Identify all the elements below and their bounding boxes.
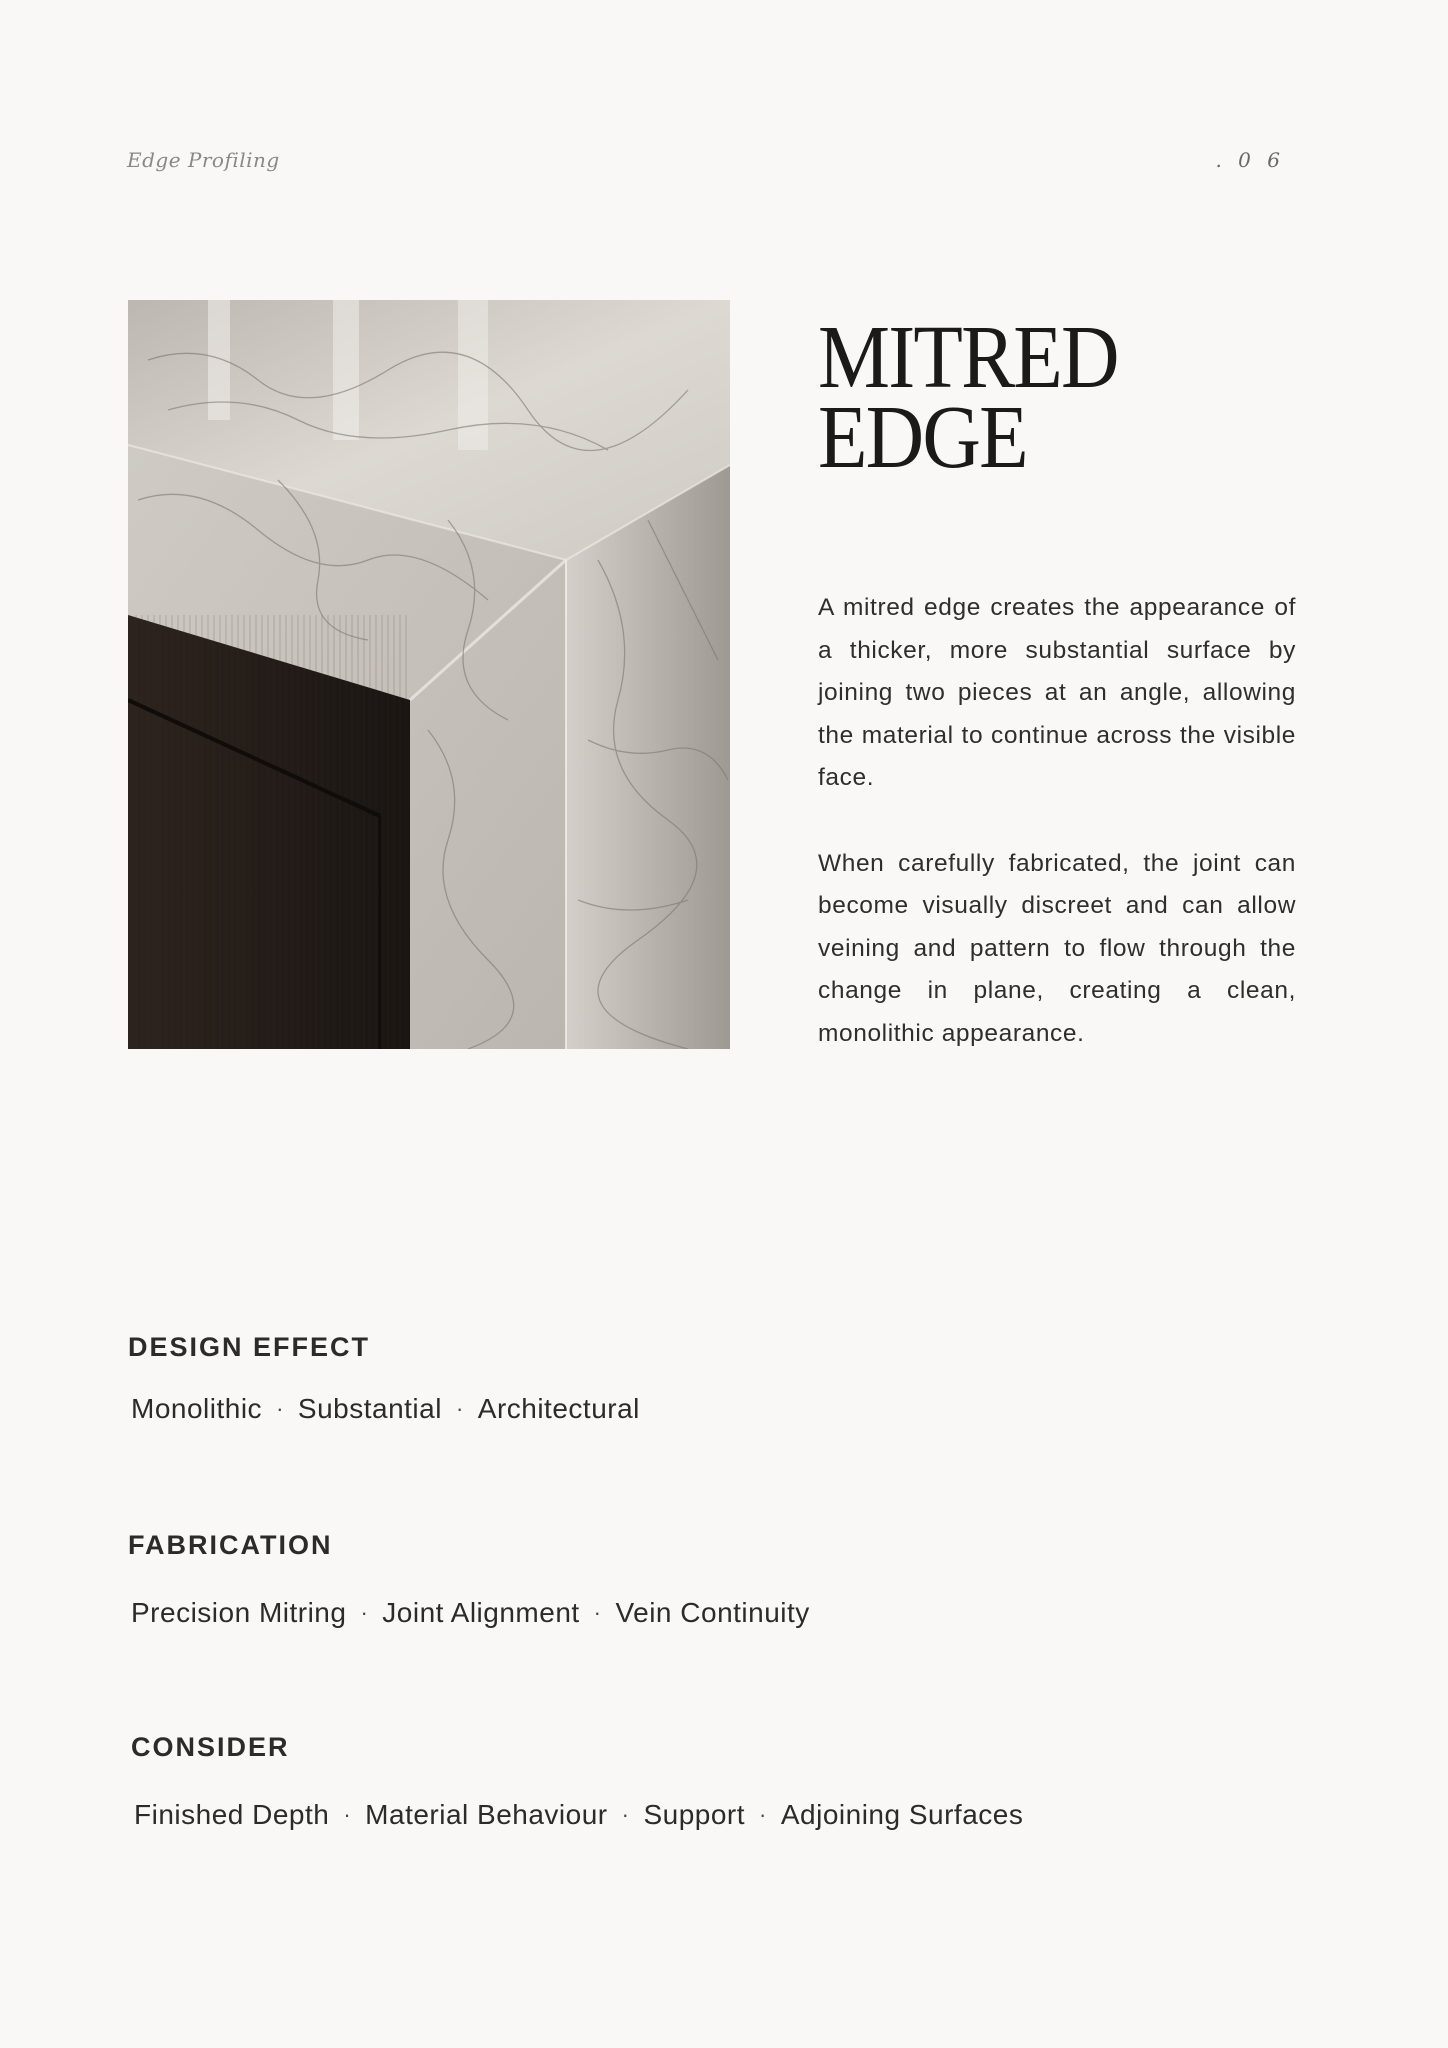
tag: Substantial xyxy=(297,1393,442,1424)
tag: Monolithic xyxy=(131,1393,263,1424)
section-heading: CONSIDER xyxy=(131,1732,290,1762)
separator-dot: · xyxy=(343,1802,352,1827)
design-effect-section xyxy=(128,1332,640,1425)
tag: Material Behaviour xyxy=(365,1799,608,1830)
tag-list xyxy=(131,1393,640,1425)
tag: Finished Depth xyxy=(134,1799,330,1830)
mitred-edge-photo xyxy=(128,300,730,1049)
description xyxy=(818,587,1296,1098)
separator-dot: · xyxy=(455,1396,464,1421)
tag: Support xyxy=(643,1799,746,1830)
tag-list xyxy=(131,1597,810,1629)
section-heading: DESIGN EFFECT xyxy=(128,1332,371,1362)
description-paragraph-2: When carefully fabricated, the joint can become visually discreet and can allow veining and pattern to flow through the change in plane, creating a clean, monolithic appearance. xyxy=(818,849,1296,1047)
tag-list xyxy=(134,1799,1023,1831)
tag: Architectural xyxy=(477,1393,640,1424)
tag: Joint Alignment xyxy=(382,1597,580,1628)
section-heading: FABRICATION xyxy=(128,1530,333,1560)
separator-dot: · xyxy=(276,1396,284,1421)
consider-section xyxy=(131,1732,1023,1831)
separator-dot: · xyxy=(759,1802,767,1827)
title-line-1: MITRED xyxy=(818,308,1118,407)
page-title xyxy=(818,308,1118,487)
tag: Precision Mitring xyxy=(131,1597,347,1628)
tag: Adjoining Surfaces xyxy=(780,1799,1024,1830)
page-number: . 0 6 xyxy=(1215,148,1285,172)
tag: Vein Continuity xyxy=(615,1597,810,1628)
separator-dot: · xyxy=(360,1600,369,1625)
separator-dot: · xyxy=(593,1600,602,1625)
description-paragraph-1: A mitred edge creates the appearance of a thicker, more substantial surface by joining two pieces at an angle, allowing the material to continue across the visible face. xyxy=(818,594,1296,791)
separator-dot: · xyxy=(621,1802,630,1827)
title-line-2: EDGE xyxy=(818,388,1027,487)
fabrication-section xyxy=(128,1530,810,1629)
section-label: Edge Profiling xyxy=(127,148,280,172)
